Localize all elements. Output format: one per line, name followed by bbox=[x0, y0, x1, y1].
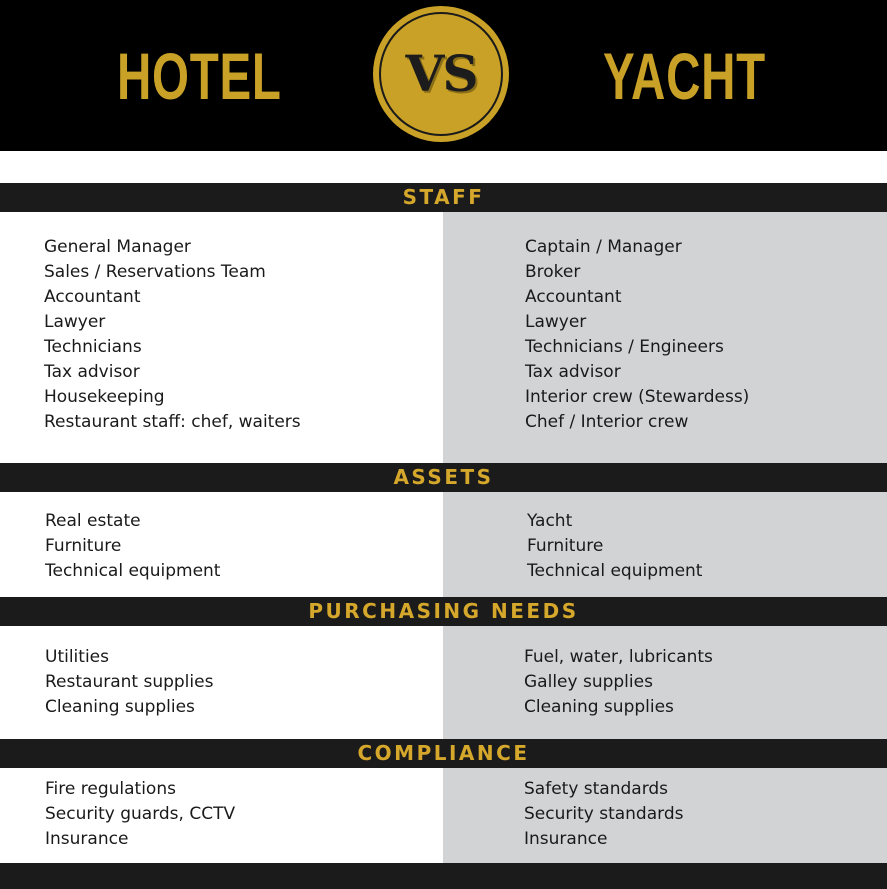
yacht-title: YACHT bbox=[603, 39, 766, 113]
list-item: Restaurant staff: chef, waiters bbox=[44, 412, 301, 432]
list-item: Sales / Reservations Team bbox=[44, 262, 266, 282]
list-item: Security guards, CCTV bbox=[45, 804, 236, 824]
list-item: Accountant bbox=[44, 287, 141, 307]
list-item: Lawyer bbox=[44, 312, 106, 332]
purchasing-section-header bbox=[0, 597, 887, 626]
yacht-purchasing-list bbox=[524, 645, 713, 720]
hotel-title: HOTEL bbox=[117, 39, 282, 113]
list-item: Restaurant supplies bbox=[45, 672, 214, 692]
compliance-section-title: COMPLIANCE bbox=[357, 741, 530, 765]
hotel-staff-list bbox=[44, 235, 301, 435]
list-item: Galley supplies bbox=[524, 672, 653, 692]
list-item: Security standards bbox=[524, 804, 684, 824]
compliance-section-header bbox=[0, 739, 887, 768]
vs-label: VS bbox=[405, 44, 477, 103]
list-item: Technicians / Engineers bbox=[525, 337, 724, 357]
yacht-assets-list bbox=[527, 509, 702, 584]
list-item: Lawyer bbox=[525, 312, 587, 332]
assets-section-header bbox=[0, 463, 887, 492]
list-item: Accountant bbox=[525, 287, 622, 307]
hotel-purchasing-list bbox=[45, 645, 213, 720]
purchasing-section-title: PURCHASING NEEDS bbox=[308, 599, 579, 623]
list-item: Real estate bbox=[45, 511, 141, 531]
yacht-compliance-list bbox=[524, 777, 683, 852]
list-item: Technicians bbox=[44, 337, 142, 357]
list-item: Captain / Manager bbox=[525, 237, 682, 257]
list-item: Broker bbox=[525, 262, 581, 282]
list-item: Housekeeping bbox=[44, 387, 165, 407]
vs-badge bbox=[373, 6, 509, 142]
list-item: Utilities bbox=[45, 647, 109, 667]
list-item: Chef / Interior crew bbox=[525, 412, 689, 432]
list-item: Technical equipment bbox=[527, 561, 703, 581]
list-item: Cleaning supplies bbox=[524, 697, 674, 717]
list-item: General Manager bbox=[44, 237, 191, 257]
list-item: Yacht bbox=[527, 511, 573, 531]
list-item: Fire regulations bbox=[45, 779, 176, 799]
list-item: Furniture bbox=[527, 536, 604, 556]
list-item: Fuel, water, lubricants bbox=[524, 647, 713, 667]
assets-section-title: ASSETS bbox=[393, 465, 494, 489]
list-item: Insurance bbox=[524, 829, 608, 849]
list-item: Insurance bbox=[45, 829, 129, 849]
list-item: Technical equipment bbox=[45, 561, 221, 581]
hotel-compliance-list bbox=[45, 777, 235, 852]
header-banner bbox=[0, 0, 887, 151]
list-item: Interior crew (Stewardess) bbox=[525, 387, 750, 407]
footer-band bbox=[0, 863, 887, 889]
list-item: Cleaning supplies bbox=[45, 697, 195, 717]
hotel-assets-list bbox=[45, 509, 220, 584]
list-item: Safety standards bbox=[524, 779, 669, 799]
list-item: Tax advisor bbox=[44, 362, 140, 382]
list-item: Tax advisor bbox=[525, 362, 621, 382]
staff-section-title: STAFF bbox=[402, 185, 485, 209]
list-item: Furniture bbox=[45, 536, 122, 556]
yacht-staff-list bbox=[525, 235, 749, 435]
staff-section-header bbox=[0, 183, 887, 212]
